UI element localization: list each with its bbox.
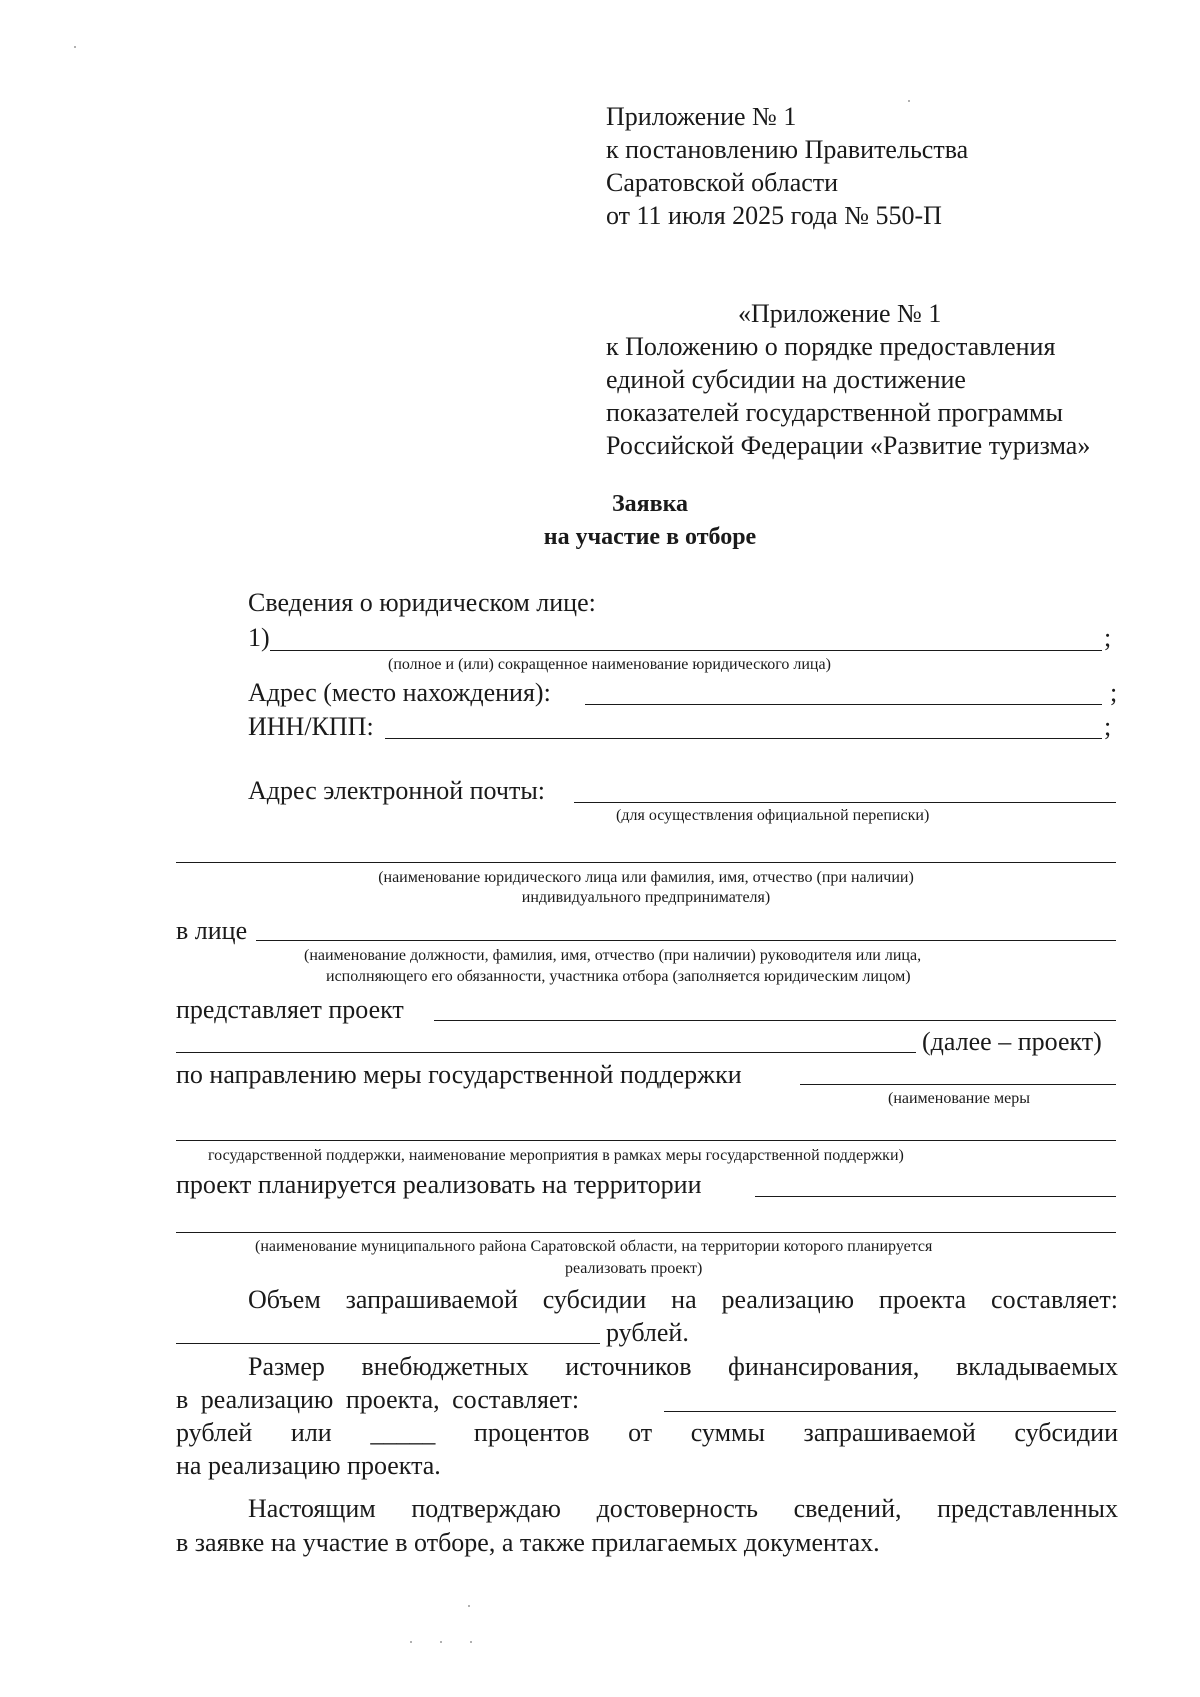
project-suffix: (далее – проект) [922, 1027, 1102, 1056]
scan-speck [470, 1641, 472, 1643]
project-field-2[interactable] [176, 1052, 916, 1053]
rubles-dot: рублей. [606, 1318, 689, 1347]
confirm-word: представленных [937, 1494, 1118, 1523]
support-hint-1: (наименование меры [888, 1090, 1030, 1107]
header-line-3: Саратовской области [606, 168, 839, 197]
header-line-2: к постановлению Правительства [606, 135, 969, 164]
person-hint-2: исполняющего его обязанности, участника отбора (заполняется юридическим лицом) [326, 968, 911, 985]
scan-speck [908, 100, 910, 102]
project-field-1[interactable] [434, 1020, 1116, 1021]
confirm-word: сведений, [793, 1494, 902, 1523]
percent-field[interactable]: _____ [370, 1418, 436, 1447]
subsidy-word: составляет: [991, 1285, 1118, 1314]
territory-field-1[interactable] [755, 1196, 1116, 1197]
appendix-line-2: к Положению о порядке предоставления [606, 332, 1056, 361]
subsidy-word: реализацию [721, 1285, 855, 1314]
confirm-word: достоверность [596, 1494, 758, 1523]
offbudget-sentence [248, 1354, 1118, 1380]
semicolon-2: ; [1110, 678, 1118, 707]
percent-word: рублей [176, 1418, 253, 1447]
entity-name-hint: (полное и (или) сокращенное наименование юридического лица) [388, 656, 831, 673]
scan-speck [440, 1641, 442, 1643]
header-line-4: от 11 июля 2025 года № 550-П [606, 201, 942, 230]
support-hint-2: государственной поддержки, наименование мероприятия в рамках меры государственной поддержки) [208, 1147, 904, 1164]
appendix-line-1: «Приложение № 1 [738, 299, 942, 328]
percent-sentence [176, 1420, 1118, 1446]
percent-word: субсидии [1014, 1418, 1118, 1447]
territory-label: проект планируется реализовать на территории [176, 1170, 702, 1199]
territory-field-2[interactable] [176, 1232, 1116, 1233]
territory-hint-2: реализовать проект) [565, 1260, 703, 1277]
confirm-sentence [248, 1496, 1118, 1522]
offbudget-word: финансирования, [728, 1352, 920, 1381]
doc-subtitle: на участие в отборе [543, 524, 757, 550]
offbudget-word: вкладываемых [955, 1352, 1118, 1381]
address-label: Адрес (место нахождения): [248, 678, 551, 707]
percent-word: суммы [690, 1418, 765, 1447]
applicant-field[interactable] [176, 862, 1116, 863]
territory-hint-1: (наименование муниципального района Саратовской области, на территории которого планируется [255, 1238, 933, 1255]
scan-speck [74, 46, 76, 48]
confirm-word: подтверждаю [411, 1494, 561, 1523]
email-field[interactable] [574, 802, 1116, 803]
support-label: по направлению меры государственной поддержки [176, 1060, 742, 1089]
header-line-1: Приложение № 1 [606, 102, 797, 131]
legal-info-label: Сведения о юридическом лице: [248, 588, 596, 617]
subsidy-word: запрашиваемой [345, 1285, 518, 1314]
email-hint: (для осуществления официальной переписки) [616, 807, 930, 824]
inn-field[interactable] [385, 738, 1102, 739]
item1-label: 1) [248, 623, 270, 652]
offbudget-word: Размер [248, 1352, 325, 1381]
percent-word: запрашиваемой [803, 1418, 976, 1447]
appendix-line-3: единой субсидии на достижение [606, 365, 966, 394]
person-field[interactable] [256, 940, 1116, 941]
confirm-word: Настоящим [248, 1494, 376, 1523]
percent-line-2: на реализацию проекта. [176, 1451, 441, 1480]
applicant-hint-2: индивидуального предпринимателя) [521, 889, 771, 906]
subsidy-word: Объем [248, 1285, 321, 1314]
project-label: представляет проект [176, 995, 404, 1024]
percent-word: от [628, 1418, 653, 1447]
doc-title: Заявка [611, 491, 689, 517]
support-field-2[interactable] [176, 1140, 1116, 1141]
inn-label: ИНН/КПП: [248, 712, 374, 741]
person-hint-1: (наименование должности, фамилия, имя, отчество (при наличии) руководителя или лица, [304, 947, 922, 964]
confirm-line-2: в заявке на участие в отборе, а также прилагаемых документах. [176, 1528, 880, 1557]
percent-word: или [290, 1418, 332, 1447]
support-field-1[interactable] [800, 1084, 1116, 1085]
offbudget-word: внебюджетных [361, 1352, 529, 1381]
offbudget-line-2: в реализацию проекта, составляет: [176, 1385, 580, 1414]
subsidy-amount-field[interactable] [176, 1343, 600, 1344]
offbudget-word: источников [565, 1352, 692, 1381]
semicolon-3: ; [1104, 712, 1112, 741]
subsidy-sentence [248, 1287, 1118, 1313]
entity-name-field[interactable] [270, 650, 1102, 651]
scan-speck [410, 1641, 412, 1643]
percent-word: процентов [473, 1418, 590, 1447]
subsidy-word: на [671, 1285, 697, 1314]
appendix-line-5: Российской Федерации «Развитие туризма» [606, 431, 1091, 460]
subsidy-word: проекта [878, 1285, 967, 1314]
applicant-hint-1: (наименование юридического лица или фамилия, имя, отчество (при наличии) [378, 869, 914, 886]
scan-speck [468, 1605, 470, 1607]
appendix-line-4: показателей государственной программы [606, 398, 1063, 427]
person-label: в лице [176, 916, 248, 945]
semicolon-1: ; [1104, 623, 1112, 652]
address-field[interactable] [585, 704, 1102, 705]
subsidy-word: субсидии [542, 1285, 647, 1314]
email-label: Адрес электронной почты: [248, 776, 546, 805]
offbudget-amount-field[interactable] [664, 1411, 1116, 1412]
